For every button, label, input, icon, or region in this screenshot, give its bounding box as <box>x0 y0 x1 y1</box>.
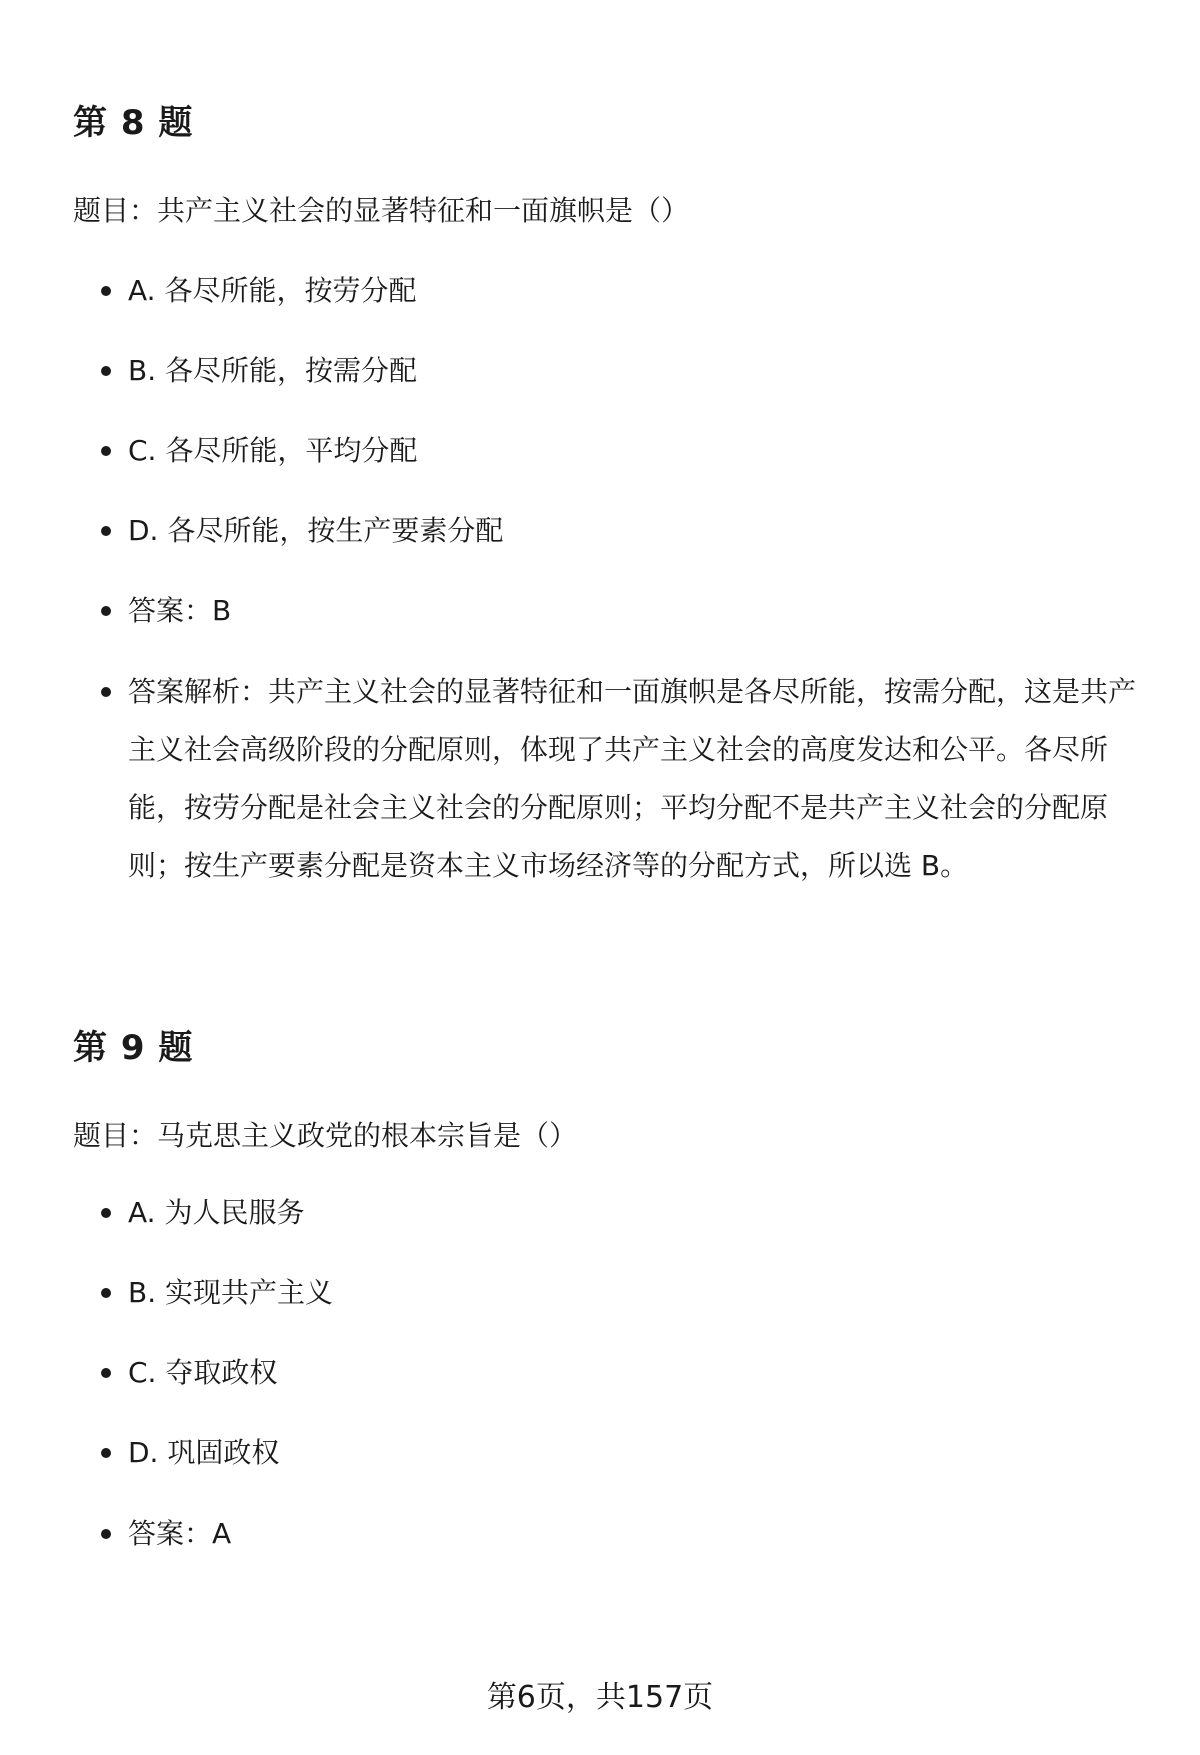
bullet-icon <box>101 1448 111 1458</box>
option-text: C. 各尽所能，平均分配 <box>128 434 418 467</box>
page-footer: 第6页，共157页 <box>486 1680 714 1715</box>
question-stem: 题目：共产主义社会的显著特征和一面旗帜是（） <box>73 194 690 227</box>
bullet-icon <box>101 286 111 296</box>
bullet-icon <box>101 366 111 376</box>
explanation-text: 答案解析：共产主义社会的显著特征和一面旗帜是各尽所能，按需分配，这是共产主义社会高级阶段的分配原则，体现了共产主义社会的高度发达和公平。各尽所能，按劳分配是社会主义社会的分配原则；平均分配不是共产主义社会的分配原则；按生产要素分配是资本主义市场经济等的分配方式，所以选 B。 <box>128 675 1137 882</box>
option-item <box>128 1264 1148 1322</box>
option-item <box>128 342 1148 400</box>
option-item <box>128 1424 1148 1482</box>
option-item <box>128 1344 1148 1402</box>
option-text: A. 各尽所能，按劳分配 <box>128 274 417 307</box>
option-text: B. 各尽所能，按需分配 <box>128 354 418 387</box>
answer-item <box>128 582 1148 640</box>
option-item <box>128 1184 1148 1242</box>
option-text: B. 实现共产主义 <box>128 1276 334 1309</box>
option-text: D. 各尽所能，按生产要素分配 <box>128 514 504 547</box>
option-text: A. 为人民服务 <box>128 1196 305 1229</box>
option-item <box>128 502 1148 560</box>
bullet-icon <box>101 1288 111 1298</box>
question-heading: 第 9 题 <box>73 1028 194 1068</box>
bullet-icon <box>101 1208 111 1218</box>
option-text: D. 巩固政权 <box>128 1436 280 1469</box>
bullet-icon <box>101 526 111 536</box>
option-item <box>128 262 1148 320</box>
option-item <box>128 422 1148 480</box>
option-text: C. 夺取政权 <box>128 1356 278 1389</box>
bullet-icon <box>101 446 111 456</box>
bullet-icon <box>101 1529 111 1539</box>
question-heading: 第 8 题 <box>73 103 194 143</box>
bullet-icon <box>101 606 111 616</box>
answer-item <box>128 1505 1148 1563</box>
bullet-icon <box>101 687 111 697</box>
explanation-item <box>128 663 1148 895</box>
bullet-icon <box>101 1368 111 1378</box>
question-stem: 题目：马克思主义政党的根本宗旨是（） <box>73 1119 578 1152</box>
answer-text: 答案：B <box>128 594 232 627</box>
answer-text: 答案：A <box>128 1517 232 1550</box>
